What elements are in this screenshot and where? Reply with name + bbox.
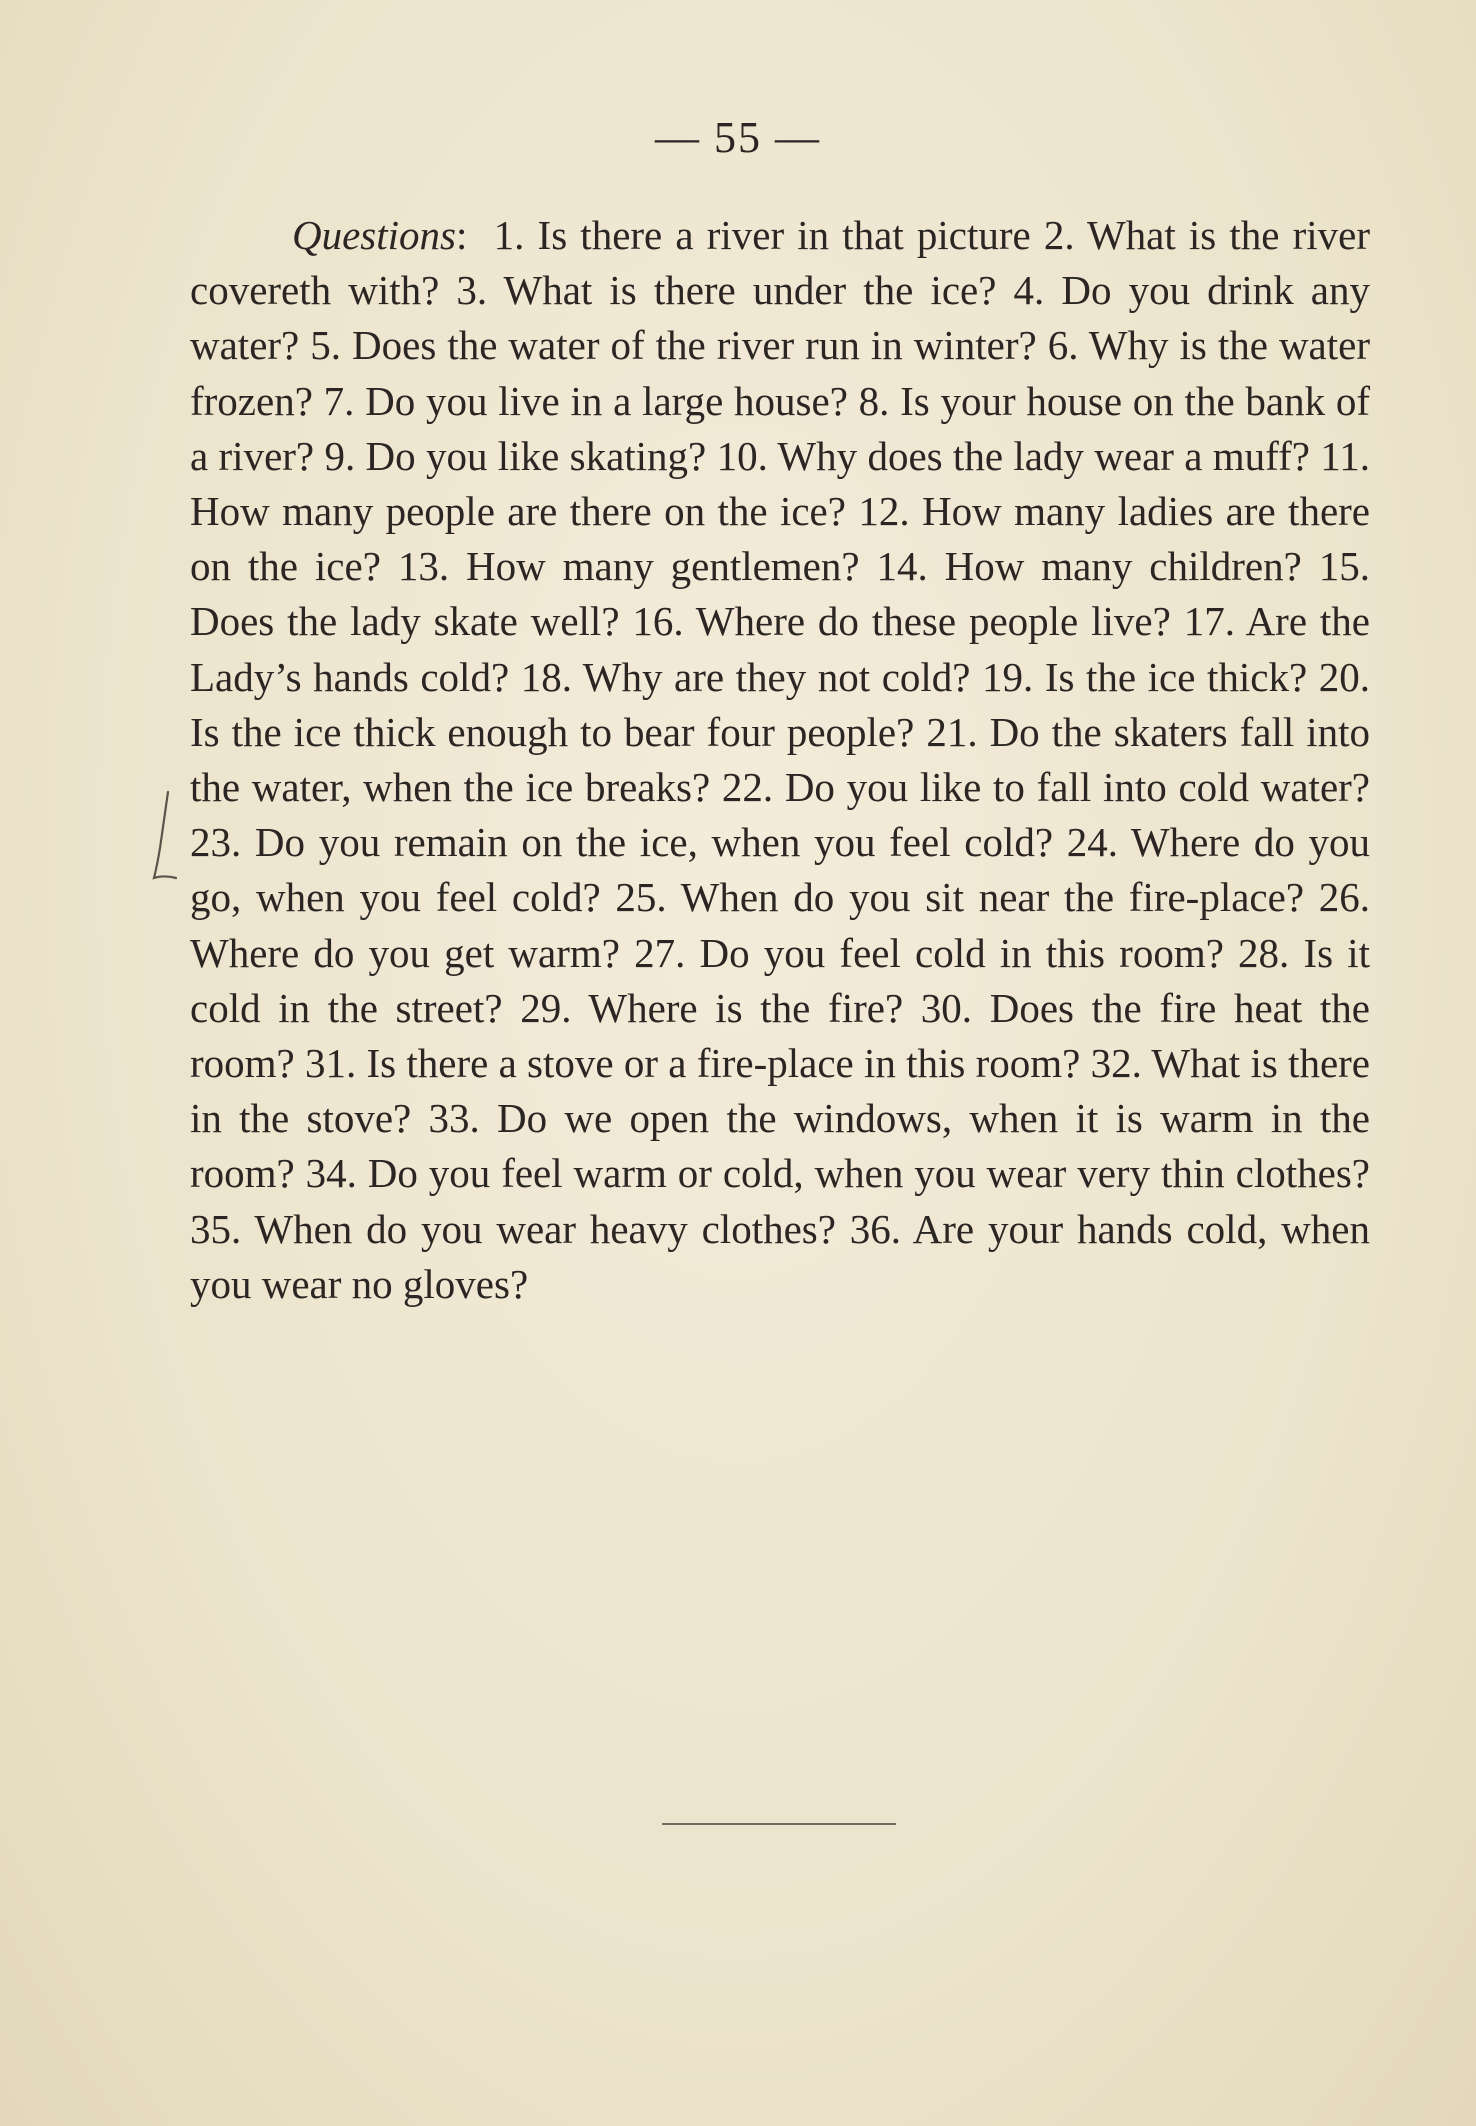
questions-paragraph	[190, 208, 1370, 1312]
section-divider-rule	[662, 1823, 896, 1825]
questions-label: Questions	[292, 212, 456, 258]
questions-text: 1. Is there a river in that picture 2. What is the river covereth with? 3. What is there under the ice? 4. Do you drink any water? 5. Does the water of the river run in winter? 6. Why is the water frozen? 7. Do you live in a large house? 8. Is your house on the bank of a river? 9. Do you like skating? 10. Why does the lady wear a muff? 11. How many people are there on the ice? 12. How many ladies are there on the ice? 13. How many gentlemen? 14. How many children? 15. Does the lady skate well? 16. Where do these people live? 17. Are the Lady’s hands cold? 18. Why are they not cold? 19. Is the ice thick? 20. Is the ice thick enough to bear four people? 21. Do the skaters fall into the water, when the ice breaks? 22. Do you like to fall into cold water? 23. Do you remain on the ice, when you feel cold? 24. Where do you go, when you feel cold? 25. When do you sit near the fire-place? 26. Where do you get warm? 27. Do you feel cold in this room? 28. Is it cold in the street? 29. Where is the fire? 30. Does the fire heat the room? 31. Is there a stove or a fire-place in this room? 32. What is there in the stove? 33. Do we open the windows, when it is warm in the room? 34. Do you feel warm or cold, when you wear very thin clothes? 35. When do you wear heavy clothes? 36. Are your hands cold, when you wear no gloves?	[190, 212, 1370, 1307]
questions-label-punct: :	[456, 212, 468, 258]
page-number: — 55 —	[655, 113, 821, 162]
pencil-mark	[150, 786, 180, 896]
